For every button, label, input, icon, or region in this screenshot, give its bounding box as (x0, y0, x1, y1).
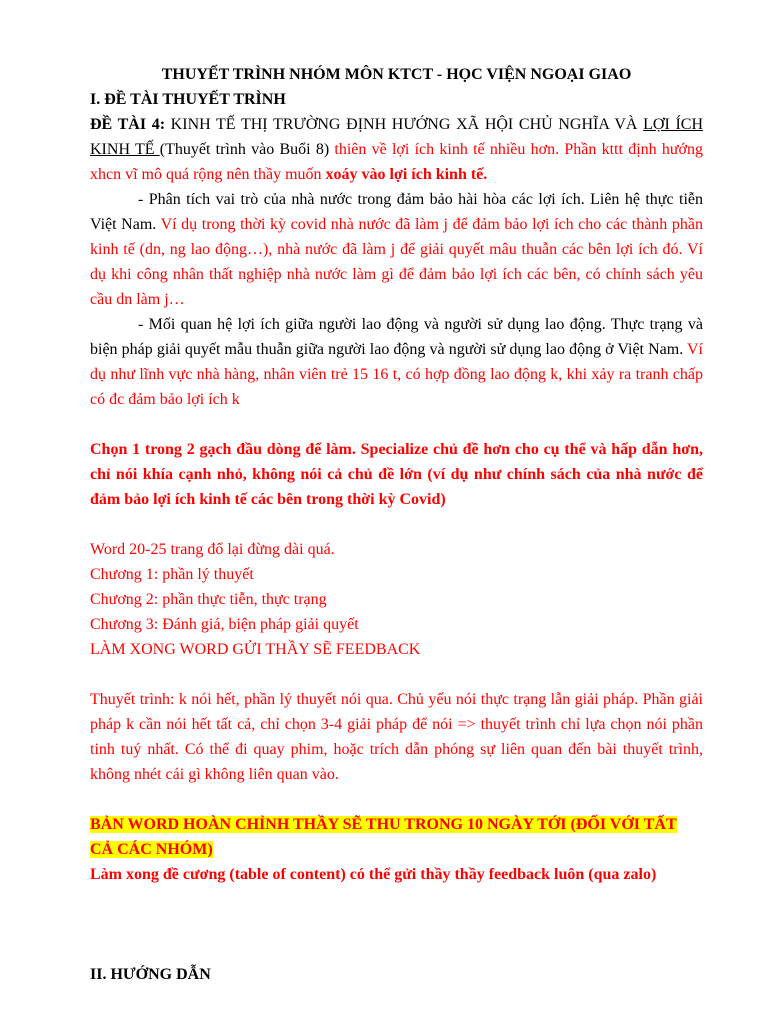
word-line-1: Word 20-25 trang đổ lại đừng dài quá. (90, 541, 335, 558)
topic-note-bold: xoáy vào lợi ích kinh tế. (325, 166, 488, 183)
word-line-5: LÀM XONG WORD GỬI THẦY SẼ FEEDBACK (90, 641, 421, 658)
spacer (90, 887, 703, 912)
section-heading-2: II. HƯỚNG DẪN (90, 966, 211, 983)
deadline-highlight: BẢN WORD HOÀN CHỈNH THẦY SẼ THU TRONG 10 NGÀY TỚI (ĐỐI VỚI TẤT CẢ CÁC NHÓM) (90, 816, 677, 858)
presentation-note: Thuyết trình: k nói hết, phần lý thuyết nói qua. Chủ yếu nói thực trạng lẫn giải pháp. Phần giải pháp k cần nói hết tất cả, chỉ chọn 3-4 giải pháp để nói => thuyết trình chỉ lựa chọn nói phần tinh tuý nhất. Có thể đi quay phim, hoặc trích dẫn phóng sự liên quan đến bài thuyết trình, không nhét cái gì không liên quan vào. (90, 691, 703, 783)
bullet-2-text: - Mối quan hệ lợi ích giữa người lao động và người sử dụng lao động. Thực trạng và biện pháp giải quyết mẫu thuẫn giữa người lao động và người sử dụng lao động ở Việt Nam. (90, 316, 703, 358)
topic-label: ĐỀ TÀI 4: (90, 116, 166, 133)
bullet-2 (90, 312, 703, 412)
section-heading-1: I. ĐỀ TÀI THUYẾT TRÌNH (90, 91, 286, 108)
choose-note: Chọn 1 trong 2 gạch đầu dòng để làm. Specialize chủ đề hơn cho cụ thể và hấp dẫn hơn, chỉ nói khía cạnh nhỏ, không nói cả chủ đề lớn (ví dụ như chính sách của nhà nước để đảm bảo lợi ích kinh tế các bên trong thời kỳ Covid) (90, 441, 703, 508)
document-title: THUYẾT TRÌNH NHÓM MÔN KTCT - HỌC VIỆN NGOẠI GIAO (161, 66, 632, 83)
bullet-1-note: Ví dụ trong thời kỳ covid nhà nước đã làm j để đảm bảo lợi ích cho các thành phần kinh tế (dn, ng lao động…), nhà nước đã làm j để giải quyết mâu thuẫn các bên lợi ích đó. Ví dụ khi công nhân thất nghiệp nhà nước làm gì để đảm bảo lợi ích các bên, có chính sách yêu cầu dn làm j… (90, 216, 703, 308)
spacer (90, 512, 703, 537)
spacer (90, 912, 703, 937)
bullet-1-text: - Phân tích vai trò của nhà nước trong đảm bảo hài hòa các lợi ích. Liên hệ thực tiễn Việt Nam. (90, 191, 703, 233)
bullet-1 (90, 187, 703, 312)
word-line-4: Chương 3: Đánh giá, biện pháp giải quyết (90, 616, 359, 633)
deadline-paragraph (90, 812, 703, 862)
word-line-3: Chương 2: phần thực tiễn, thực trạng (90, 591, 327, 608)
topic-note: thiên về lợi ích kinh tế nhiều hơn. Phần kttt định hướng xhcn vĩ mô quá rộng nên thầy muốn (90, 141, 704, 183)
topic-underlined: LỢI ÍCH KINH TẾ (90, 116, 704, 158)
spacer (90, 412, 703, 437)
topic-paragraph (90, 112, 703, 187)
topic-text: KINH TẾ THỊ TRƯỜNG ĐỊNH HƯỚNG XÃ HỘI CHỦ NGHĨA VÀ (165, 116, 644, 133)
word-line-2: Chương 1: phần lý thuyết (90, 566, 254, 583)
spacer (90, 937, 703, 962)
spacer (90, 662, 703, 687)
document-body (90, 62, 703, 987)
outline-note: Làm xong đề cương (table of content) có thể gửi thầy thầy feedback luôn (qua zalo) (90, 866, 657, 883)
topic-session: (Thuyết trình vào Buổi 8) (159, 141, 335, 158)
bullet-2-note: Ví dụ như lĩnh vực nhà hàng, nhân viên trẻ 15 16 t, có hợp đồng lao động k, khi xảy ra tranh chấp có đc đảm bảo lợi ích k (90, 341, 703, 408)
spacer (90, 787, 703, 812)
